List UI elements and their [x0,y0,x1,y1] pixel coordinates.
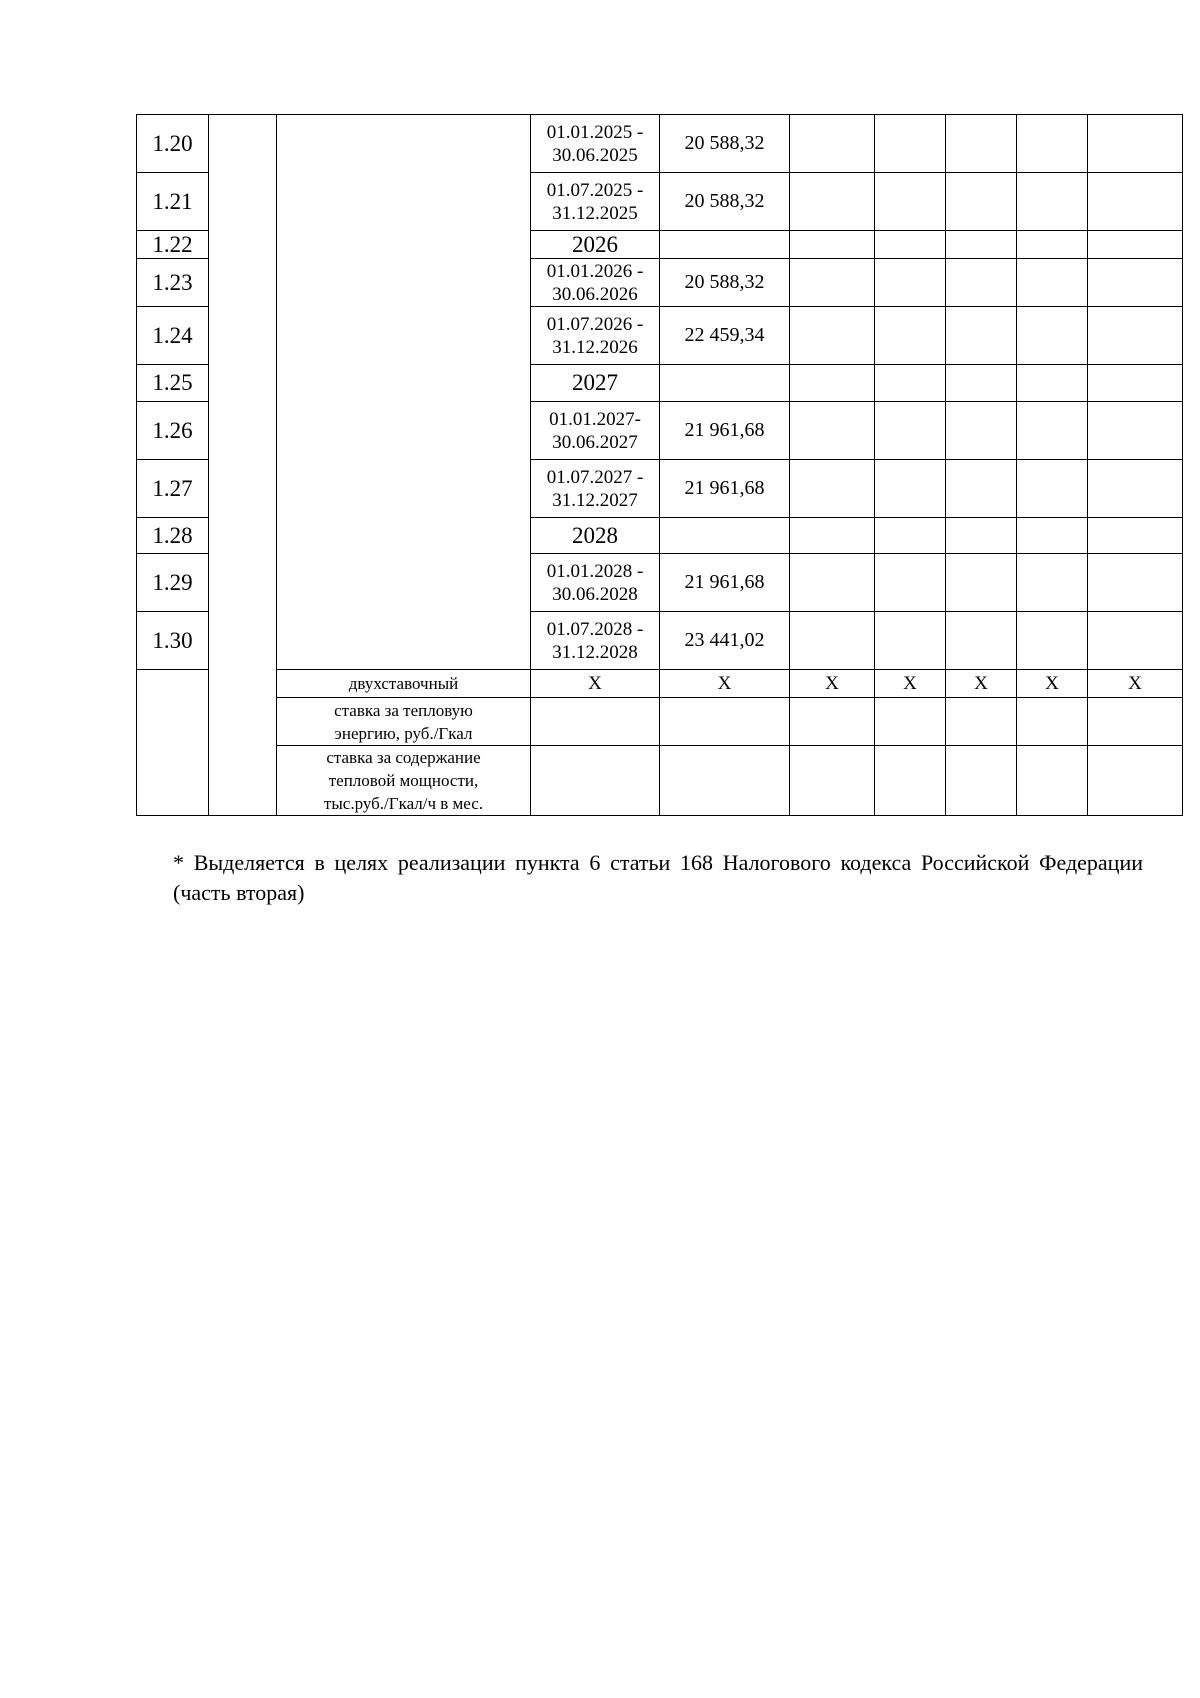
empty-cell [660,746,790,816]
two-rate-label: двухставочный [277,670,531,698]
row-number: 1.26 [137,402,209,460]
period-cell [531,402,660,460]
empty-cell [946,173,1017,231]
year-cell: 2026 [531,231,660,259]
empty-cell [1017,698,1088,746]
period-cell [531,173,660,231]
table-row [137,115,1183,173]
period-line: 01.01.2027- [549,408,641,430]
tariff-table [136,114,1183,816]
tariff-value: 20 588,32 [660,115,790,173]
empty-cell [946,307,1017,365]
blank-cell-c [277,115,531,670]
period-cell [531,554,660,612]
tariff-value: 21 961,68 [660,402,790,460]
label-line: ставка за содержание [326,748,481,767]
empty-cell [946,402,1017,460]
tariff-table-container [136,114,1182,816]
empty-cell [875,554,946,612]
period-line: 01.01.2025 - [546,121,644,143]
period-line: 30.06.2025 [552,144,638,166]
empty-cell [946,231,1017,259]
energy-rate-row [137,698,1183,746]
tariff-value: 23 441,02 [660,612,790,670]
empty-cell [875,307,946,365]
period-cell [531,460,660,518]
empty-cell [790,698,875,746]
period-line: 01.07.2028 - [546,618,644,640]
empty-cell [875,115,946,173]
label-line: тепловой мощности, [328,771,479,790]
empty-cell [1088,173,1183,231]
empty-cell [1088,402,1183,460]
empty-cell [1017,518,1088,554]
capacity-rate-row-label [277,746,531,816]
period-line: 30.06.2026 [552,283,638,305]
period-line: 30.06.2027 [552,431,638,453]
period-line: 01.01.2028 - [546,560,644,582]
empty-cell [790,231,875,259]
tariff-value: 22 459,34 [660,307,790,365]
row-number: 1.30 [137,612,209,670]
empty-cell [1017,307,1088,365]
row-number: 1.25 [137,365,209,402]
row-number: 1.28 [137,518,209,554]
empty-cell [1088,460,1183,518]
period-line: 01.07.2025 - [546,179,644,201]
empty-cell [1088,307,1183,365]
empty-cell [875,259,946,307]
empty-cell [946,612,1017,670]
empty-cell [1088,554,1183,612]
empty-cell [1088,518,1183,554]
empty-cell [1088,115,1183,173]
capacity-rate-row [137,746,1183,816]
tariff-value: 20 588,32 [660,173,790,231]
row-number: 1.27 [137,460,209,518]
x-mark: Х [790,670,875,698]
empty-cell [946,554,1017,612]
empty-cell [1017,402,1088,460]
row-number: 1.20 [137,115,209,173]
empty-cell [1088,698,1183,746]
period-line: 31.12.2025 [552,202,638,224]
empty-cell [875,460,946,518]
x-mark: Х [946,670,1017,698]
empty-cell [660,698,790,746]
empty-cell [1017,259,1088,307]
empty-cell [531,698,660,746]
empty-cell [1088,259,1183,307]
tariff-value: 20 588,32 [660,259,790,307]
empty-cell [946,698,1017,746]
label-line: энергию, руб./Гкал [334,723,473,743]
energy-rate-row-label [277,698,531,746]
empty-cell [946,259,1017,307]
empty-cell [790,518,875,554]
empty-cell [1017,365,1088,402]
label-line: тыс.руб./Гкал/ч в мес. [323,794,484,813]
empty-cell [1017,554,1088,612]
period-cell [531,259,660,307]
period-cell [531,307,660,365]
empty-cell [790,115,875,173]
tariff-value: 21 961,68 [660,554,790,612]
empty-cell [1088,365,1183,402]
x-mark: Х [660,670,790,698]
empty-cell [1088,746,1183,816]
period-line: 31.12.2027 [552,489,638,511]
empty-cell [946,746,1017,816]
empty-cell [790,402,875,460]
empty-cell [1017,231,1088,259]
period-line: 30.06.2028 [552,583,638,605]
x-mark: Х [531,670,660,698]
empty-cell [1088,231,1183,259]
x-mark: Х [1017,670,1088,698]
x-mark: Х [875,670,946,698]
tariff-value: 21 961,68 [660,460,790,518]
empty-cell [1017,612,1088,670]
empty-cell [790,554,875,612]
period-cell [531,115,660,173]
empty-cell [790,612,875,670]
empty-cell [875,402,946,460]
empty-cell [790,173,875,231]
period-line: 01.07.2026 - [546,313,644,335]
empty-cell [790,259,875,307]
blank-cell-a [137,670,209,816]
period-line: 01.01.2026 - [546,260,644,282]
empty-cell [946,115,1017,173]
row-number: 1.22 [137,231,209,259]
footnote: * Выделяется в целях реализации пункта 6 статьи 168 Налогового кодекса Российской Федерации (часть вторая) [173,850,1143,905]
empty-cell [790,365,875,402]
empty-cell [790,746,875,816]
year-cell: 2027 [531,365,660,402]
empty-cell [1017,746,1088,816]
empty-cell [946,365,1017,402]
blank-cell-b [209,115,277,816]
tariff-value [660,518,790,554]
x-mark: Х [1088,670,1183,698]
empty-cell [1017,173,1088,231]
empty-cell [875,612,946,670]
empty-cell [875,698,946,746]
row-number: 1.21 [137,173,209,231]
empty-cell [790,460,875,518]
period-line: 31.12.2026 [552,336,638,358]
empty-cell [790,307,875,365]
empty-cell [875,518,946,554]
two-rate-row [137,670,1183,698]
empty-cell [875,746,946,816]
empty-cell [875,365,946,402]
tariff-value [660,231,790,259]
empty-cell [1017,460,1088,518]
row-number: 1.29 [137,554,209,612]
empty-cell [875,173,946,231]
empty-cell [875,231,946,259]
row-number: 1.23 [137,259,209,307]
empty-cell [1017,115,1088,173]
tariff-value [660,365,790,402]
period-line: 01.07.2027 - [546,466,644,488]
period-line: 31.12.2028 [552,641,638,663]
period-cell [531,612,660,670]
empty-cell [946,460,1017,518]
label-line: ставка за тепловую [334,700,473,720]
row-number: 1.24 [137,307,209,365]
empty-cell [531,746,660,816]
empty-cell [946,518,1017,554]
empty-cell [1088,612,1183,670]
year-cell: 2028 [531,518,660,554]
